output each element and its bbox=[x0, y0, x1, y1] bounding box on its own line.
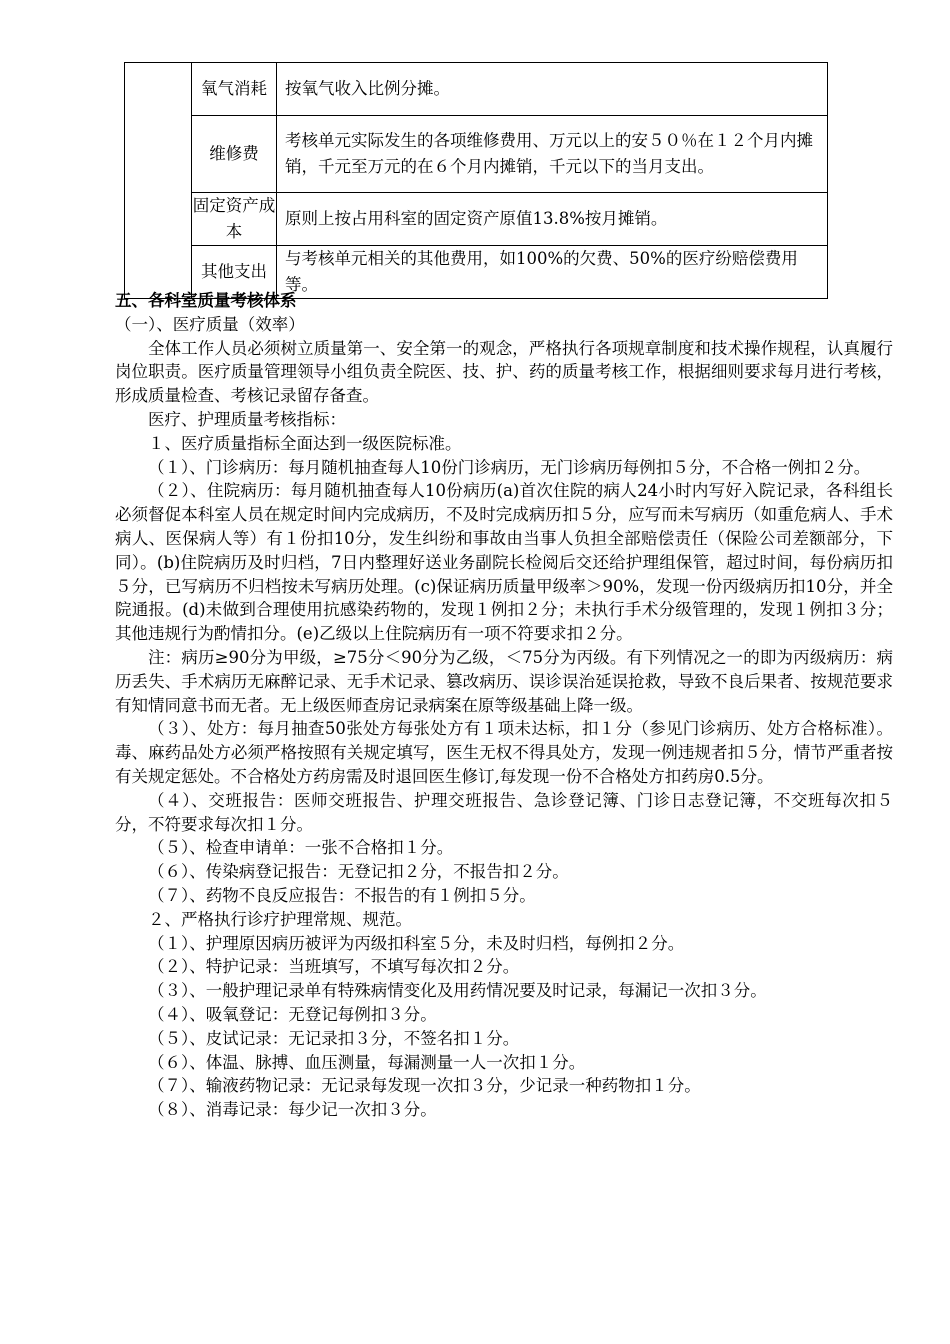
table-item-desc: 与考核单元相关的其他费用，如100%的欠费、50%的医疗纷赔偿费用等。 bbox=[277, 246, 828, 299]
paragraph: （３）、处方：每月抽查50张处方每张处方有１项未达标，扣１分（参见门诊病历、处方合格标准）。毒、麻药品处方必须严格按照有关规定填写，医生无权不得具处方，发现一例违规者扣５分，情节严重者按有关规定惩处。不合格处方药房需及时退回医生修订,每发现一份不合格处方扣药房0.5分。 bbox=[115, 719, 893, 786]
paragraph: （１）、门诊病历：每月随机抽查每人10份门诊病历，无门诊病历每例扣５分，不合格一例扣２分。 bbox=[148, 457, 871, 477]
table-row bbox=[125, 63, 828, 116]
paragraph: （６）、体温、脉搏、血压测量，每漏测量一人一次扣１分。 bbox=[148, 1052, 586, 1072]
paragraph: （７）、输液药物记录：无记录每发现一次扣３分，少记录一种药物扣１分。 bbox=[148, 1076, 701, 1096]
paragraph: （２）、特护记录：当班填写，不填写每次扣２分。 bbox=[148, 957, 520, 977]
paragraph: （８）、消毒记录：每少记一次扣３分。 bbox=[148, 1100, 437, 1120]
table-row bbox=[125, 116, 828, 193]
table-item-desc: 原则上按占用科室的固定资产原值13.8%按月摊销。 bbox=[277, 193, 828, 246]
paragraph: （７）、药物不良反应报告：不报告的有１例扣５分。 bbox=[148, 885, 536, 905]
paragraph: （１）、护理原因病历被评为丙级扣科室５分，未及时归档，每例扣２分。 bbox=[148, 933, 685, 953]
table-item-name: 氧气消耗 bbox=[192, 63, 277, 116]
table-item-name: 维修费 bbox=[192, 116, 277, 193]
cost-allocation-table bbox=[124, 62, 828, 299]
paragraph: （４）、交班报告：医师交班报告、护理交班报告、急诊登记簿、门诊日志登记簿，不交班每次扣５分，不符要求每次扣１分。 bbox=[115, 790, 893, 834]
paragraph: （６）、传染病登记报告：无登记扣２分，不报告扣２分。 bbox=[148, 862, 569, 882]
table-item-name: 其他支出 bbox=[192, 246, 277, 299]
paragraph: （２）、住院病历：每月随机抽查每人10份病历(a)首次住院的病人24小时内写好入院记录，各科组长必须督促本科室人员在规定时间内完成病历，不及时完成病历扣５分，应写而未写病历（如重危病人、手术病人、医保病人等）有１份扣10分，发生纠纷和事故由当事人负担全部赔偿责任（保险公司差额部分，下同）。(b)住院病历及时归档，7日内整理好送业务副院长检阅后交还给护理组保管，超过时间，每份病历扣５分，已写病历不归档按未写病历处理。(c)保证病历质量甲级率＞90%，发现一份丙级病历扣10分，并全院通报。(d)未做到合理使用抗感染药物的，发现１例扣２分；未执行手术分级管理的，发现１例扣３分；其他违规行为酌情扣分。(e)乙级以上住院病历有一项不符要求扣２分。 bbox=[115, 481, 893, 644]
paragraph: 注：病历≥90分为甲级，≥75分＜90分为乙级，＜75分为丙级。有下列情况之一的即为丙级病历：病历丢失、手术病历无麻醉记录、无手术记录、篡改病历、误诊误治延误抢救，导致不良后果者、按规范要求有知情同意书而无者。无上级医师查房记录病案在原等级基础上降一级。 bbox=[115, 647, 893, 715]
paragraph: １、医疗质量指标全面达到一级医院标准。 bbox=[148, 433, 462, 453]
paragraph: ２、严格执行诊疗护理常规、规范。 bbox=[148, 909, 412, 929]
paragraph: （４）、吸氧登记：无登记每例扣３分。 bbox=[148, 1004, 437, 1024]
section-title: 五、各科室质量考核体系 bbox=[115, 291, 297, 310]
paragraph: （５）、检查申请单：一张不合格扣１分。 bbox=[148, 838, 454, 858]
sub-title: （一）、医疗质量（效率） bbox=[115, 314, 305, 334]
table-item-desc: 考核单元实际发生的各项维修费用、万元以上的安５０％在１２个月内摊销，千元至万元的在６个月内摊销，千元以下的当月支出。 bbox=[277, 116, 828, 193]
paragraph: 全体工作人员必须树立质量第一、安全第一的观念，严格执行各项规章制度和技术操作规程，认真履行岗位职责。医疗质量管理领导小组负责全院医、技、护、药的质量考核工作，根据细则要求每月进行考核，形成质量检查、考核记录留存备查。 bbox=[115, 338, 893, 406]
table-row bbox=[125, 193, 828, 246]
paragraph: 医疗、护理质量考核指标： bbox=[148, 409, 346, 429]
paragraph: （３）、一般护理记录单有特殊病情变化及用药情况要及时记录，每漏记一次扣３分。 bbox=[148, 981, 767, 1001]
table-item-desc: 按氧气收入比例分摊。 bbox=[277, 63, 828, 116]
document-body bbox=[115, 289, 893, 1122]
table-item-name: 固定资产成本 bbox=[192, 193, 277, 246]
table-blank-cell bbox=[125, 63, 192, 299]
paragraph: （５）、皮试记录：无记录扣３分，不签名扣１分。 bbox=[148, 1028, 520, 1048]
